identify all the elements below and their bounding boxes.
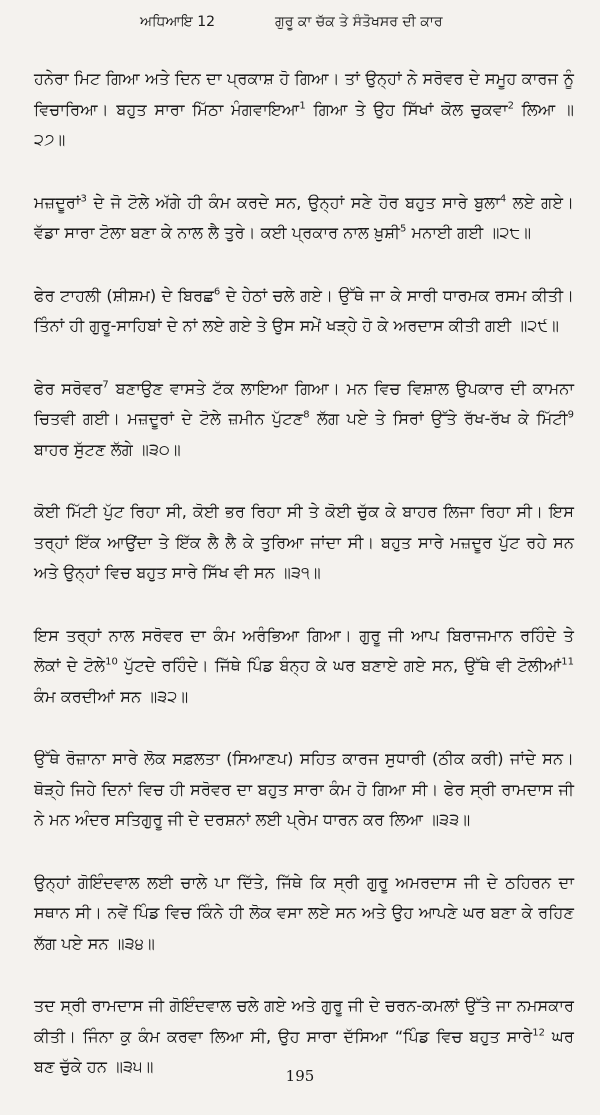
footnote-marker: 3 [80, 193, 87, 205]
text-run: ਉਨ੍ਹਾਂ ਗੋਇੰਦਵਾਲ ਲਈ ਚਾਲੇ ਪਾ ਦਿੱਤੇ, ਜਿੱਥੇ ਕਿ ਸ੍ਰੀ ਗੁਰੂ ਅਮਰਦਾਸ ਜੀ ਦੇ ਠਹਿਰਨ ਦਾ ਸਥਾਨ ਸੀ। ਨਵੇਂ ਪਿੰਡ ਵਿਚ ਕਿੰਨੇ ਹੀ ਲੋਕ ਵਸਾ ਲਏ ਸਨ ਅਤੇ ਉਹ ਆਪਣੇ ਘਰ ਬਣਾ ਕੇ ਰਹਿਣ ਲੱਗ ਪਏ ਸਨ ॥੩੪॥ [34, 872, 574, 953]
paragraph [34, 64, 574, 156]
text-run: ਘਰ ਬਣ ਚੁੱਕੇ ਹਨ ॥੩੫॥ [34, 1026, 574, 1076]
paragraph [34, 281, 574, 342]
footnote-marker: 2 [507, 100, 514, 112]
text-run: ਦੇ ਹੇਠਾਂ ਚਲੇ ਗਏ। ਉੱਥੇ ਜਾ ਕੇ ਸਾਰੀ ਧਾਰਮਕ ਰਸਮ ਕੀਤੀ। ਤਿੰਨਾਂ ਹੀ ਗੁਰੂ-ਸਾਹਿਬਾਂ ਦੇ ਨਾਂ ਲਏ ਗਏ ਤੇ ਉਸ ਸਮੇਂ ਖੜ੍ਹੇ ਹੋ ਕੇ ਅਰਦਾਸ ਕੀਤੀ ਗਈ ॥੨੯॥ [34, 285, 574, 335]
text-run: ਲਿਆ ॥੨੭॥ [34, 99, 575, 149]
footnote-marker: 11 [561, 656, 575, 668]
paragraph [34, 744, 574, 836]
paragraph [34, 497, 574, 589]
footnote-marker: 6 [213, 286, 221, 298]
text-run: ਉੱਥੇ ਰੋਜ਼ਾਨਾ ਸਾਰੇ ਲੋਕ ਸਫ਼ਲਤਾ (ਸਿਆਣਪ) ਸਹਿਤ ਕਾਰਜ ਸੁਧਾਰੀ (ਠੀਕ ਕਰੀ) ਜਾਂਦੇ ਸਨ। ਥੋੜ੍ਹੇ ਜਿਹੇ ਦਿਨਾਂ ਵਿਚ ਹੀ ਸਰੋਵਰ ਦਾ ਬਹੁਤ ਸਾਰਾ ਕੰਮ ਹੋ ਗਿਆ ਸੀ। ਫੇਰ ਸ੍ਰੀ ਰਾਮਦਾਸ ਜੀ ਨੇ ਮਨ ਅੰਦਰ ਸਤਿਗੁਰੂ ਜੀ ਦੇ ਦਰਸ਼ਨਾਂ ਲਈ ਪ੍ਰੇਮ ਧਾਰਨ ਕਰ ਲਿਆ ॥੩੩॥ [34, 749, 574, 829]
paragraph [34, 621, 574, 713]
footnote-marker: 9 [567, 409, 574, 421]
paragraph [34, 868, 574, 960]
text-run: ਪੁੱਟਦੇ ਰਹਿੰਦੇ। ਜਿੱਥੇ ਪਿੰਡ ਬੰਨ੍ਹ ਕੇ ਘਰ ਬਣਾਏ ਗਏ ਸਨ, ਉੱਥੇ ਵੀ ਟੋਲੀਆਂ [117, 656, 562, 675]
text-run: ਫੇਰ ਟਾਹਲੀ (ਸ਼ੀਸ਼ਮ) ਦੇ ਬਿਰਛ [34, 285, 214, 305]
paragraph [34, 188, 574, 249]
chapter-label: ਅਧਿਆਇ 12 [140, 14, 216, 30]
text-run: ਦੇ ਜੋ ਟੋਲੇ ਅੱਗੇ ਹੀ ਕੰਮ ਕਰਦੇ ਸਨ, ਉਨ੍ਹਾਂ ਸਣੇ ਹੋਰ ਬਹੁਤ ਸਾਰੇ ਬੁਲਾ [86, 192, 500, 212]
text-run: ਲੱਗ ਪਏ ਤੇ ਸਿਰਾਂ ਉੱਤੇ ਰੱਖ-ਰੱਖ ਕੇ ਮਿੱਟੀ [309, 409, 568, 428]
text-run: ਮਨਾਈ ਗਈ ॥੨੮॥ [406, 223, 532, 242]
footnote-marker: 4 [499, 193, 507, 205]
page-body [34, 64, 574, 1115]
footnote-marker: 1 [299, 100, 306, 112]
page-number: 195 [285, 1067, 315, 1085]
text-run: ਬਣਾਉਣ ਵਾਸਤੇ ਟੱਕ ਲਾਇਆ ਗਿਆ। ਮਨ ਵਿਚ ਵਿਸ਼ਾਲ ਉਪਕਾਰ ਦੀ ਕਾਮਨਾ ਚਿਤਵੀ ਗਈ। ਮਜ਼ਦੂਰਾਂ ਦੇ ਟੋਲੇ ਜ਼ਮੀਨ ਪੁੱਟਣ [34, 378, 574, 428]
text-run: ਫੇਰ ਸਰੋਵਰ [34, 378, 103, 398]
chapter-title: ਗੁਰੂ ਕਾ ਚੱਕ ਤੇ ਸੰਤੋਖਸਰ ਦੀ ਕਾਰ [275, 14, 443, 30]
footnote-marker: 12 [532, 1027, 545, 1039]
paragraph [34, 374, 574, 466]
footnote-marker: 8 [303, 409, 310, 421]
text-run: ਹਨੇਰਾ ਮਿਟ ਗਿਆ ਅਤੇ ਦਿਨ ਦਾ ਪ੍ਰਕਾਸ਼ ਹੋ ਗਿਆ। ਤਾਂ ਉਨ੍ਹਾਂ ਨੇ ਸਰੋਵਰ ਦੇ ਸਮੂਹ ਕਾਰਜ ਨੂੰ ਵਿਚਾਰਿਆ। ਬਹੁਤ ਸਾਰਾ ਮਿੱਠਾ ਮੰਗਵਾਇਆ [34, 69, 574, 119]
text-run: ਗਿਆ ਤੇ ਉਹ ਸਿੱਖਾਂ ਕੋਲ ਚੁਕਵਾ [305, 99, 508, 119]
text-run: ਮਜ਼ਦੂਰਾਂ [34, 192, 81, 212]
text-run: ਤਦ ਸ੍ਰੀ ਰਾਮਦਾਸ ਜੀ ਗੋਇੰਦਵਾਲ ਚਲੇ ਗਏ ਅਤੇ ਗੁਰੂ ਜੀ ਦੇ ਚਰਨ-ਕਮਲਾਂ ਉੱਤੇ ਜਾ ਨਮਸਕਾਰ ਕੀਤੀ। ਜਿੰਨਾ ਕੁ ਕੰਮ ਕਰਵਾ ਲਿਆ ਸੀ, ਉਹ ਸਾਰਾ ਦੱਸਿਆ “ਪਿੰਡ ਵਿਚ ਬਹੁਤ ਸਾਰੇ [34, 996, 574, 1046]
text-run: ਕੋਈ ਮਿੱਟੀ ਪੁੱਟ ਰਿਹਾ ਸੀ, ਕੋਈ ਭਰ ਰਿਹਾ ਸੀ ਤੇ ਕੋਈ ਚੁੱਕ ਕੇ ਬਾਹਰ ਲਿਜਾ ਰਿਹਾ ਸੀ। ਇਸ ਤਰ੍ਹਾਂ ਇੱਕ ਆਉਂਦਾ ਤੇ ਇੱਕ ਲੈ ਲੈ ਕੇ ਤੁਰਿਆ ਜਾਂਦਾ ਸੀ। ਬਹੁਤ ਸਾਰੇ ਮਜ਼ਦੂਰ ਪੁੱਟ ਰਹੇ ਸਨ ਅਤੇ ਉਨ੍ਹਾਂ ਵਿਚ ਬਹੁਤ ਸਾਰੇ ਸਿੱਖ ਵੀ ਸਨ ॥੩੧॥ [34, 502, 574, 582]
text-run: ਕੰਮ ਕਰਦੀਆਂ ਸਨ ॥੩੨॥ [34, 686, 189, 706]
text-run: ਲਏ ਗਏ। ਵੱਡਾ ਸਾਰਾ ਟੋਲਾ ਬਣਾ ਕੇ ਨਾਲ ਲੈ ਤੁਰੇ। ਕਈ ਪ੍ਰਕਾਰ ਨਾਲ ਖ਼ੁਸ਼ੀ [34, 192, 574, 242]
footnote-marker: 5 [400, 223, 407, 235]
text-run: ਬਾਹਰ ਸੁੱਟਣ ਲੱਗੇ ॥੩੦॥ [34, 439, 181, 459]
footnote-marker: 10 [105, 656, 118, 668]
footnote-marker: 7 [102, 379, 109, 391]
text-run: ਇਸ ਤਰ੍ਹਾਂ ਨਾਲ ਸਰੋਵਰ ਦਾ ਕੰਮ ਅਰੰਭਿਆ ਗਿਆ। ਗੁਰੂ ਜੀ ਆਪ ਬਿਰਾਜਮਾਨ ਰਹਿੰਦੇ ਤੇ ਲੋਕਾਂ ਦੇ ਟੋਲੇ [34, 625, 574, 675]
